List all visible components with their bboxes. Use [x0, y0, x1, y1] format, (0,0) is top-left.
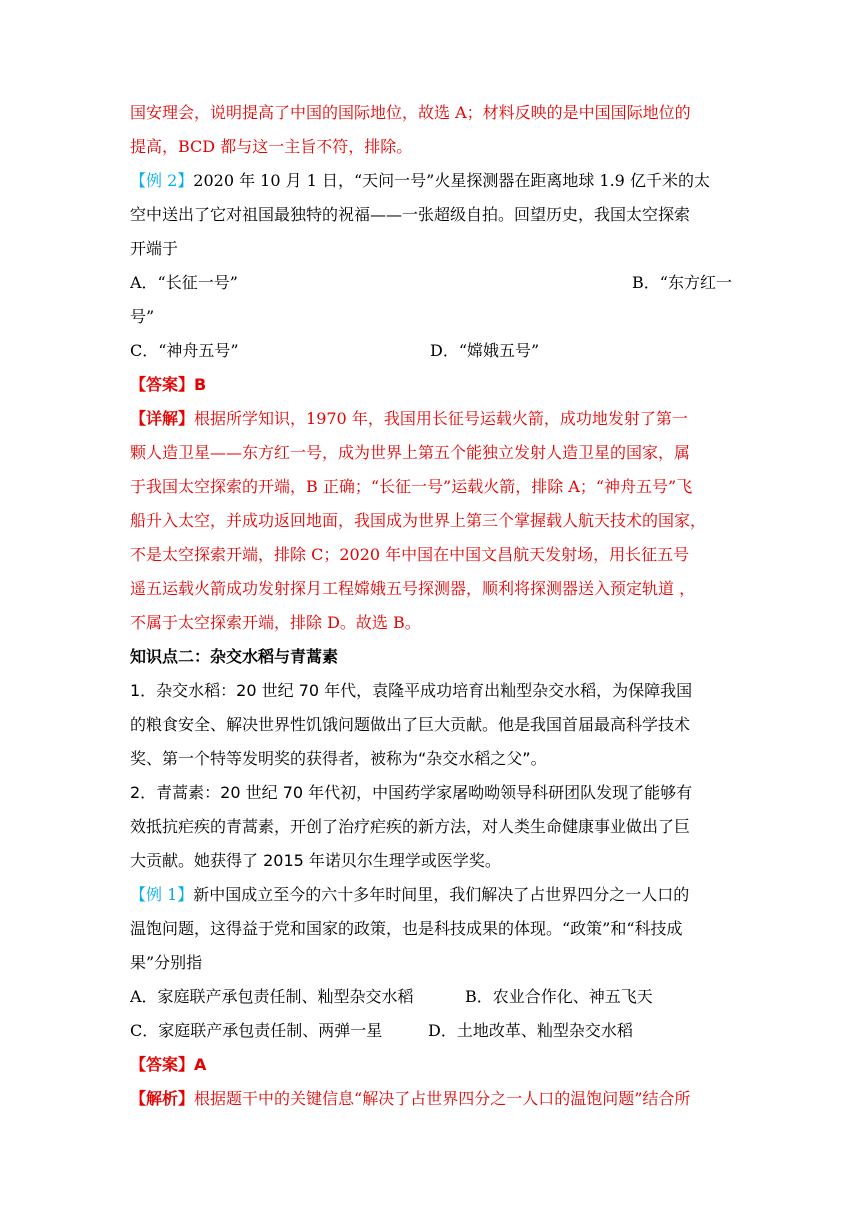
example1-options-row-1: [130, 980, 732, 1014]
knowledge2-item2-line-2: 效抵抗疟疾的青蒿素，开创了治疗疟疾的新方法，对人类生命健康事业做出了巨: [130, 817, 691, 836]
document-page: [130, 96, 732, 1116]
example2-detail-line-7: 不属于太空探索开端，排除 D。故选 B。: [130, 613, 421, 632]
example2-option-a: A．“长征一号”: [130, 273, 238, 292]
prev-explanation-line-2: 提高，BCD 都与这一主旨不符，排除。: [130, 137, 413, 156]
knowledge2-item2-line-1: 2．青蒿素：20 世纪 70 年代初，中国药学家屠呦呦领导科研团队发现了能够有: [130, 783, 693, 802]
example2-question-line-1: [130, 164, 732, 198]
example2-question-line-3: 开端于: [130, 239, 179, 258]
example2-option-b: B．“东方红一: [632, 273, 732, 292]
example1-options-row-2: [130, 1014, 732, 1048]
prev-explanation-line-1: 国安理会，说明提高了中国的国际地位，故选 A；材料反映的是中国国际地位的: [130, 103, 691, 122]
example2-answer-tag: 【答案】: [130, 375, 195, 394]
knowledge2-item2-line-3: 大贡献。她获得了 2015 年诺贝尔生理学或医学奖。: [130, 851, 501, 870]
example1-answer-tag: 【答案】: [130, 1055, 195, 1074]
example1-analysis-line-1: [130, 1082, 732, 1116]
knowledge2-item1-line-3: 奖、第一个特等发明奖的获得者，被称为“杂交水稻之父”。: [130, 749, 547, 768]
example1-answer: [130, 1048, 732, 1082]
example2-tag: 【例 2】: [130, 171, 194, 190]
example1-question-line-1: [130, 878, 732, 912]
example2-answer: [130, 368, 732, 402]
example2-detail-line-5: 不是太空探索开端，排除 C；2020 年中国在中国文昌航天发射场，用长征五号: [130, 545, 690, 564]
example2-detail-text-1: 根据所学知识，1970 年，我国用长征号运载火箭，成功地发射了第一: [194, 409, 688, 428]
example2-detail-line-3: 于我国太空探索的开端，B 正确；“长征一号”运载火箭，排除 A；“神舟五号”飞: [130, 477, 693, 496]
example2-detail-tag: 【详解】: [130, 409, 195, 428]
example1-question-text-1: 新中国成立至今的六十多年时间里，我们解决了占世界四分之一人口的: [193, 885, 690, 904]
knowledge2-heading: 知识点二：杂交水稻与青蒿素: [130, 647, 339, 666]
example1-answer-value: A: [194, 1055, 207, 1074]
example1-analysis-text-1: 根据题干中的关键信息“解决了占世界四分之一人口的温饱问题”结合所: [194, 1089, 691, 1108]
knowledge2-item1-line-1: 1．杂交水稻：20 世纪 70 年代，袁隆平成功培育出籼型杂交水稻，为保障我国: [130, 681, 693, 700]
example1-option-b: B．农业合作化、神五飞天: [465, 987, 653, 1006]
example2-detail-line-2: 颗人造卫星——东方红一号，成为世界上第五个能独立发射人造卫星的国家，属: [130, 443, 691, 462]
example2-options-row-2: [130, 334, 732, 368]
example1-tag: 【例 1】: [130, 885, 194, 904]
example2-question-text-1: 2020 年 10 月 1 日，“天问一号”火星探测器在距离地球 1.9 亿千米的太: [193, 171, 710, 190]
example2-option-c: C．“神舟五号”: [130, 341, 239, 360]
example2-option-d: D．“嫦娥五号”: [430, 341, 540, 360]
knowledge2-item1-line-2: 的粮食安全、解决世界性饥饿问题做出了巨大贡献。他是我国首届最高科学技术: [130, 715, 691, 734]
example2-question-line-2: 空中送出了它对祖国最独特的祝福——一张超级自拍。回望历史，我国太空探索: [130, 205, 691, 224]
example1-question-line-3: 果”分别指: [130, 953, 203, 972]
example2-detail-line-4: 船升入太空，并成功返回地面，我国成为世界上第三个掌握载人航天技术的国家，: [130, 511, 707, 530]
example2-option-b-continued: 号”: [130, 307, 155, 326]
example2-options-row-1: [130, 266, 732, 300]
example2-detail-line-6: 遥五运载火箭成功发射探月工程嫦娥五号探测器，顺利将探测器送入预定轨道 ，: [130, 579, 696, 598]
example2-detail-line-1: [130, 402, 732, 436]
example1-option-a: A．家庭联产承包责任制、籼型杂交水稻: [130, 987, 414, 1006]
example2-answer-value: B: [194, 375, 207, 394]
example1-option-c: C．家庭联产承包责任制、两弹一星: [130, 1021, 383, 1040]
example1-option-d: D．土地改革、籼型杂交水稻: [428, 1021, 633, 1040]
example1-question-line-2: 温饱问题，这得益于党和国家的政策，也是科技成果的体现。“政策”和“科技成: [130, 919, 683, 938]
example1-analysis-tag: 【解析】: [130, 1089, 195, 1108]
